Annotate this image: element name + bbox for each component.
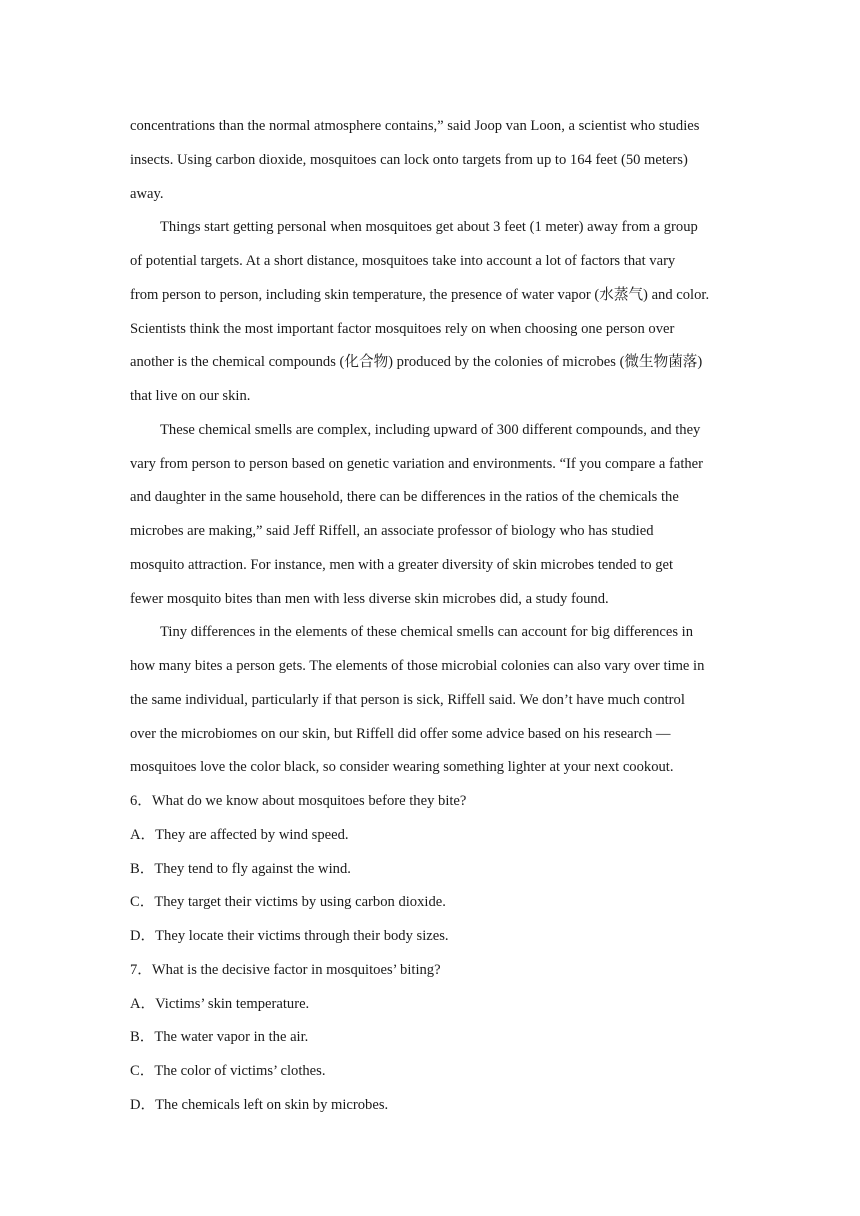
passage-line: of potential targets. At a short distance, mosquitoes take into account a lot of factors that vary — [130, 253, 676, 269]
answer-option-a: A．They are affected by wind speed. — [130, 826, 349, 843]
passage-line: vary from person to person based on genetic variation and environments. “If you compare a father — [130, 455, 704, 472]
passage-line: the same individual, particularly if that person is sick, Riffell said. We don’t have much control — [130, 691, 685, 708]
passage-line: and daughter in the same household, there can be differences in the ratios of the chemicals the — [130, 489, 679, 506]
question-7 — [130, 954, 738, 1123]
answer-option-c: C．They target their victims by using carbon dioxide. — [130, 894, 446, 911]
passage-paragraph-3 — [130, 414, 738, 617]
answer-option-a: A．Victims’ skin temperature. — [130, 995, 310, 1012]
answer-option-b: B．They tend to fly against the wind. — [130, 860, 351, 877]
passage-line: fewer mosquito bites than men with less diverse skin microbes did, a study found. — [130, 590, 609, 607]
passage-line: mosquitoes love the color black, so consider wearing something lighter at your next cookout. — [130, 759, 674, 776]
passage-line: that live on our skin. — [130, 388, 251, 404]
passage-line: another is the chemical compounds (化合物) produced by the colonies of microbes (微生物菌落) — [130, 354, 703, 371]
passage-line: Scientists think the most important factor mosquitoes rely on when choosing one person over — [130, 320, 675, 337]
answer-option-d: D．The chemicals left on skin by microbes. — [130, 1096, 389, 1113]
passage-line: away. — [130, 185, 164, 202]
question-6 — [130, 785, 738, 954]
passage-paragraph-4 — [130, 616, 738, 785]
passage-line: from person to person, including skin temperature, the presence of water vapor (水蒸气) and color. — [130, 286, 710, 303]
passage-line: over the microbiomes on our skin, but Riffell did offer some advice based on his research — — [130, 725, 671, 742]
passage-line: Tiny differences in the elements of these chemical smells can account for big differences in — [160, 624, 694, 641]
question-stem: 7．What is the decisive factor in mosquitoes’ biting? — [130, 961, 441, 978]
question-stem: 6．What do we know about mosquitoes before they bite? — [130, 793, 467, 809]
answer-option-c: C．The color of victims’ clothes. — [130, 1063, 326, 1079]
document-content — [130, 110, 738, 1123]
passage-line: microbes are making,” said Jeff Riffell, an associate professor of biology who has studied — [130, 523, 654, 539]
answer-option-d: D．They locate their victims through their body sizes. — [130, 928, 449, 944]
answer-option-b: B．The water vapor in the air. — [130, 1029, 309, 1046]
passage-paragraph-1 — [130, 110, 738, 211]
passage-line: Things start getting personal when mosquitoes get about 3 feet (1 meter) away from a group — [160, 219, 698, 236]
passage-paragraph-2 — [130, 211, 738, 414]
passage-line: mosquito attraction. For instance, men with a greater diversity of skin microbes tended to get — [130, 556, 674, 573]
passage-line: These chemical smells are complex, including upward of 300 different compounds, and they — [160, 421, 701, 438]
passage-line: insects. Using carbon dioxide, mosquitoes can lock onto targets from up to 164 feet (50 meters) — [130, 151, 688, 168]
passage-line: concentrations than the normal atmosphere contains,” said Joop van Loon, a scientist who studies — [130, 118, 700, 134]
passage-line: how many bites a person gets. The elements of those microbial colonies can also vary over time in — [130, 658, 705, 674]
